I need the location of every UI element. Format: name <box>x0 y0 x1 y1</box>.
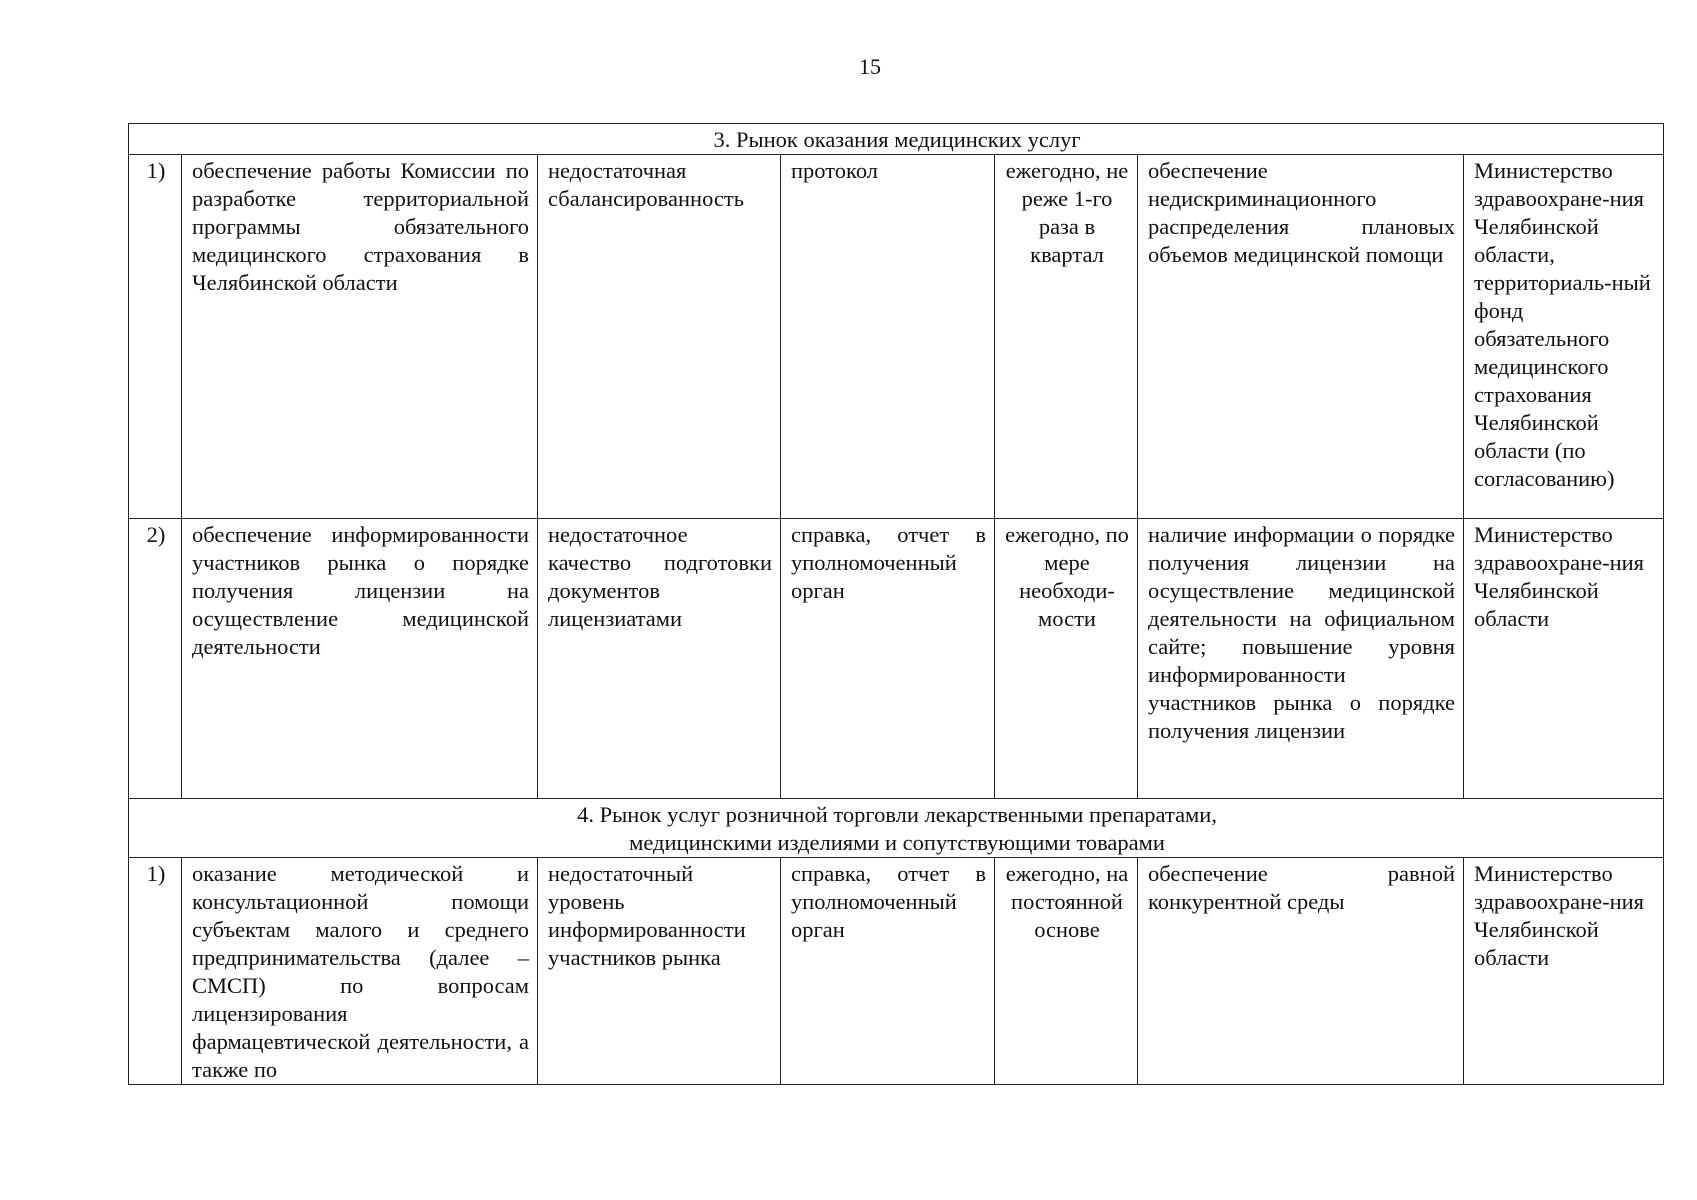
measure-cell: оказание методической и консультационной помощи субъектам малого и среднего предпринимательства (далее – СМСП) по вопросам лицензирования фармацевтической деятельности, а также по <box>182 858 538 1085</box>
table-row <box>129 519 1664 799</box>
measure-cell: обеспечение информированности участников рынка о порядке получения лицензии на осуществление медицинской деятельности <box>182 519 538 799</box>
executor-cell: Министерство здравоохране-ния Челябинской области <box>1464 858 1664 1085</box>
section-header-row <box>129 799 1664 858</box>
row-number: 2) <box>129 519 182 799</box>
executor-cell: Министерство здравоохране-ния Челябинской области <box>1464 519 1664 799</box>
term-cell: ежегодно, по мере необходи-мости <box>995 519 1138 799</box>
measures-table <box>128 123 1664 1085</box>
problem-cell: недостаточный уровень информированности участников рынка <box>538 858 781 1085</box>
table-row <box>129 155 1664 519</box>
problem-cell: недостаточное качество подготовки документов лицензиатами <box>538 519 781 799</box>
table-row <box>129 858 1664 1085</box>
indicator-cell: обеспечение недискриминационного распределения плановых объемов медицинской помощи <box>1138 155 1464 519</box>
measure-cell: обеспечение работы Комиссии по разработке территориальной программы обязательного медицинского страхования в Челябинской области <box>182 155 538 519</box>
executor-cell: Министерство здравоохране-ния Челябинской области, территориаль-ный фонд обязательного медицинского страхования Челябинской области (по согласованию) <box>1464 155 1664 519</box>
row-number: 1) <box>129 155 182 519</box>
indicator-cell: наличие информации о порядке получения лицензии на осуществление медицинской деятельности на официальном сайте; повышение уровня информированности участников рынка о порядке получения лицензии <box>1138 519 1464 799</box>
section-header-row <box>129 124 1664 155</box>
term-cell: ежегодно, на постоянной основе <box>995 858 1138 1085</box>
term-cell: ежегодно, не реже 1-го раза в квартал <box>995 155 1138 519</box>
section-title-4-line-1: 4. Рынок услуг розничной торговли лекарственными препаратами, <box>577 802 1217 827</box>
page-number: 15 <box>859 54 881 79</box>
section-title-3: 3. Рынок оказания медицинских услуг <box>129 124 1664 155</box>
section-title-4 <box>129 799 1664 858</box>
result-cell: справка, отчет в уполномоченный орган <box>781 858 995 1085</box>
result-cell: протокол <box>781 155 995 519</box>
section-title-4-line-2: медицинскими изделиями и сопутствующими товарами <box>629 830 1165 855</box>
problem-cell: недостаточная сбалансированность <box>538 155 781 519</box>
indicator-cell: обеспечение равной конкурентной среды <box>1138 858 1464 1085</box>
row-number: 1) <box>129 858 182 1085</box>
result-cell: справка, отчет в уполномоченный орган <box>781 519 995 799</box>
